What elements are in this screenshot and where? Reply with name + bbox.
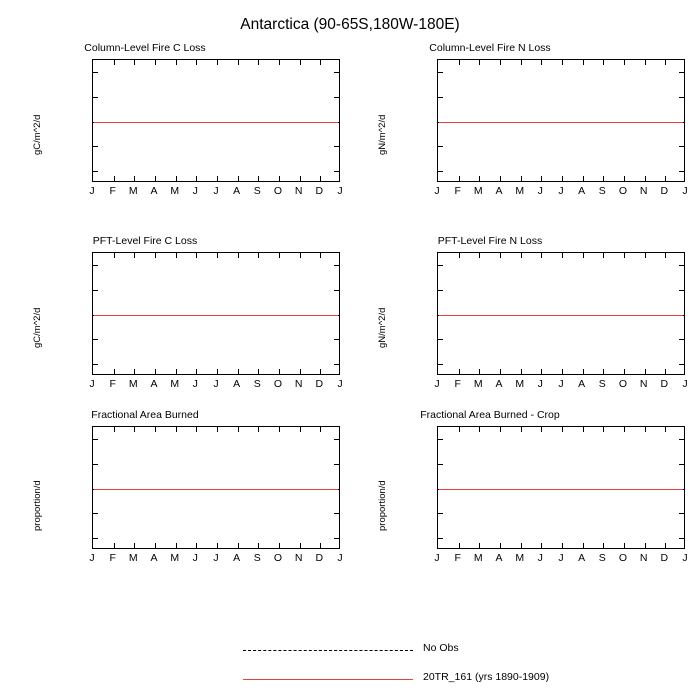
x-tick-label: A <box>150 552 158 564</box>
plot-area <box>437 426 685 549</box>
series-line-20tr161 <box>439 315 683 316</box>
x-tick-label: D <box>315 552 324 564</box>
series-line-20tr161 <box>94 489 338 490</box>
x-tick-label: O <box>273 552 283 564</box>
x-tick-label: M <box>170 378 180 390</box>
panel-title: Fractional Area Burned - Crop <box>420 409 560 421</box>
x-tick-label: M <box>170 552 180 564</box>
y-axis-label: gN/m^2/d <box>377 307 388 348</box>
page-title: Antarctica (90-65S,180W-180E) <box>240 16 460 33</box>
x-tick-label: J <box>337 378 343 390</box>
panel-title: Fractional Area Burned <box>91 409 199 421</box>
x-tick-label: O <box>618 378 628 390</box>
tick <box>93 146 98 147</box>
x-tick-label: M <box>170 185 180 197</box>
x-tick-label: J <box>213 552 219 564</box>
legend-line-sample-solid <box>243 679 413 680</box>
x-tick-label: M <box>515 185 525 197</box>
x-tick-label: S <box>598 185 606 197</box>
panel-title: Column-Level Fire C Loss <box>84 42 206 54</box>
x-tick-label: J <box>682 552 688 564</box>
x-tick-label: M <box>473 378 483 390</box>
x-tick-label: D <box>660 552 669 564</box>
y-axis-label: proportion/d <box>377 480 388 531</box>
x-tick-label: A <box>233 552 241 564</box>
x-tick-label: N <box>294 185 303 197</box>
x-tick-label: N <box>639 552 648 564</box>
legend-line-sample-dashed <box>243 650 413 651</box>
tick <box>93 171 98 172</box>
x-tick-label: J <box>213 185 219 197</box>
x-tick-label: O <box>273 378 283 390</box>
x-tick-label: J <box>537 185 543 197</box>
x-tick-label: D <box>315 378 324 390</box>
chart-panel-column-level-fire-c-loss <box>10 42 343 197</box>
tick <box>334 97 339 98</box>
x-tick-label: A <box>495 185 503 197</box>
plot-area <box>92 426 340 549</box>
y-axis-label: gC/m^2/d <box>32 307 43 348</box>
x-tick-label: J <box>337 185 343 197</box>
x-tick-label: J <box>537 552 543 564</box>
x-tick-label: S <box>253 185 261 197</box>
x-tick-label: J <box>558 552 564 564</box>
plot-area <box>92 59 340 182</box>
x-tick-label: J <box>89 552 95 564</box>
x-tick-label: M <box>128 378 138 390</box>
series-line-20tr161 <box>94 122 338 123</box>
legend-item-20tr-161 <box>0 669 700 689</box>
chart-panel-pft-level-fire-n-loss <box>355 235 688 390</box>
series-line-20tr161 <box>439 122 683 123</box>
panel-title: PFT-Level Fire C Loss <box>92 235 198 247</box>
x-tick-label: F <box>454 378 461 390</box>
x-tick-label: D <box>660 185 669 197</box>
x-tick-label: N <box>639 378 648 390</box>
x-tick-label: J <box>434 552 440 564</box>
tick <box>93 97 98 98</box>
x-tick-label: N <box>294 552 303 564</box>
x-tick-label: A <box>495 378 503 390</box>
tick <box>93 72 98 73</box>
y-axis-label: gN/m^2/d <box>377 114 388 155</box>
x-tick-label: M <box>473 185 483 197</box>
panel-title: Column-Level Fire N Loss <box>429 42 551 54</box>
x-tick-label: O <box>618 552 628 564</box>
x-tick-label: S <box>598 378 606 390</box>
x-tick-label: J <box>434 185 440 197</box>
x-tick-label: J <box>682 185 688 197</box>
x-tick-label: M <box>128 552 138 564</box>
legend <box>0 630 700 700</box>
panel-title: PFT-Level Fire N Loss <box>437 235 543 247</box>
x-tick-label: J <box>213 378 219 390</box>
chart-panel-column-level-fire-n-loss <box>355 42 688 197</box>
x-tick-label: J <box>89 185 95 197</box>
x-tick-label: A <box>233 185 241 197</box>
series-line-20tr161 <box>439 489 683 490</box>
x-tick-label: O <box>618 185 628 197</box>
x-tick-label: A <box>578 552 586 564</box>
legend-item-no-obs <box>0 640 700 660</box>
x-tick-label: J <box>558 378 564 390</box>
legend-label: No Obs <box>423 642 459 654</box>
x-tick-label: M <box>473 552 483 564</box>
x-tick-label: M <box>515 552 525 564</box>
x-tick-label: J <box>558 185 564 197</box>
x-tick-label: N <box>639 185 648 197</box>
x-tick-label: F <box>454 185 461 197</box>
x-tick-label: J <box>434 378 440 390</box>
y-axis-label: gC/m^2/d <box>32 114 43 155</box>
x-tick-label: O <box>273 185 283 197</box>
x-tick-label: D <box>315 185 324 197</box>
chart-panel-pft-level-fire-c-loss <box>10 235 343 390</box>
plot-area <box>437 252 685 375</box>
y-axis-label: proportion/d <box>32 480 43 531</box>
x-tick-label: S <box>253 378 261 390</box>
tick <box>334 72 339 73</box>
x-tick-label: F <box>109 185 116 197</box>
x-tick-label: J <box>192 185 198 197</box>
x-tick-label: J <box>537 378 543 390</box>
x-tick-label: M <box>515 378 525 390</box>
x-tick-label: J <box>192 378 198 390</box>
x-tick-label: J <box>192 552 198 564</box>
x-tick-label: A <box>578 185 586 197</box>
x-tick-label: A <box>150 185 158 197</box>
x-tick-label: J <box>337 552 343 564</box>
x-tick-label: F <box>454 552 461 564</box>
tick <box>334 171 339 172</box>
tick <box>334 146 339 147</box>
legend-label: 20TR_161 (yrs 1890-1909) <box>423 671 550 683</box>
plot-area <box>437 59 685 182</box>
x-tick-label: A <box>150 378 158 390</box>
plot-area <box>92 252 340 375</box>
x-tick-label: S <box>598 552 606 564</box>
x-tick-label: A <box>578 378 586 390</box>
series-line-20tr161 <box>94 315 338 316</box>
x-tick-label: M <box>128 185 138 197</box>
x-tick-label: F <box>109 552 116 564</box>
x-tick-label: A <box>495 552 503 564</box>
chart-panel-fractional-area-burned-crop <box>355 409 688 564</box>
x-tick-label: J <box>89 378 95 390</box>
chart-panel-fractional-area-burned <box>10 409 343 564</box>
x-tick-label: F <box>109 378 116 390</box>
x-tick-label: N <box>294 378 303 390</box>
x-tick-label: J <box>682 378 688 390</box>
x-tick-label: S <box>253 552 261 564</box>
x-tick-label: A <box>233 378 241 390</box>
x-tick-label: D <box>660 378 669 390</box>
